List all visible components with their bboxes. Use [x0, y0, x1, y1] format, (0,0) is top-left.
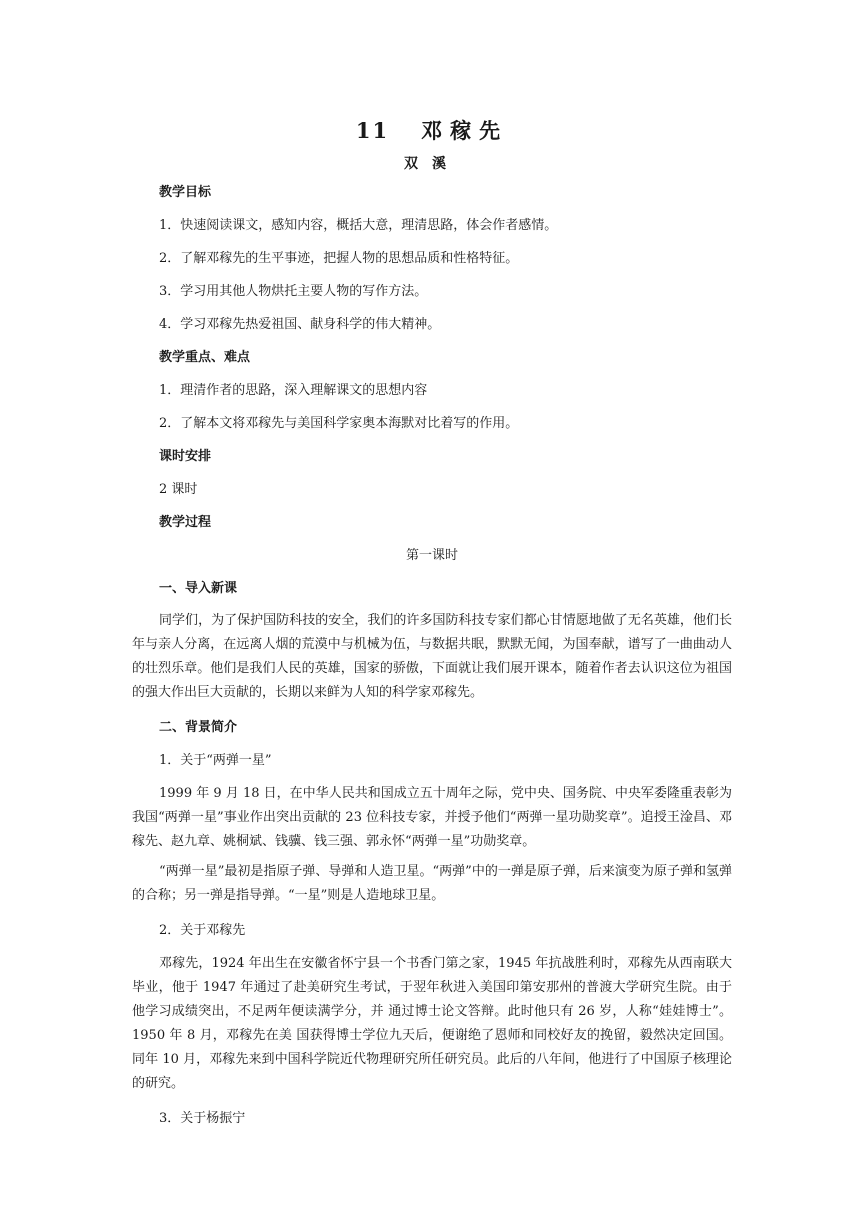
process-heading: 教学过程 [159, 515, 212, 530]
focus-item: 2．了解本文将邓稼先与美国科学家奥本海默对比着写的作用。 [159, 416, 519, 431]
background-subtitle: 1．关于“两弹一星” [159, 753, 272, 768]
focus-heading: 教学重点、难点 [159, 350, 251, 365]
author: 双溪 [404, 156, 460, 172]
goal-item: 2．了解邓稼先的生平事迹，把握人物的思想品质和性格特征。 [159, 251, 519, 266]
lesson-title [132, 114, 732, 148]
goal-item: 4．学习邓稼先热爱祖国、献身科学的伟大精神。 [159, 317, 441, 332]
background-subtitle: 2．关于邓稼先 [159, 923, 246, 938]
background-paragraph: 1999 年 9 月 18 日，在中华人民共和国成立五十周年之际，党中央、国务院、中央军委隆重表彰为我国“两弹一星”事业作出突出贡献的 23 位科技专家，并授予他们“两弹一星功勋奖章”。追授王淦昌、邓稼先、赵九章、姚桐斌、钱骥、钱三强、郭永怀“两弹一星”功勋奖章。 [132, 786, 732, 849]
schedule-value: 2 课时 [159, 482, 198, 497]
goals-heading: 教学目标 [159, 185, 212, 200]
document-body [132, 114, 732, 1136]
schedule-heading: 课时安排 [159, 449, 212, 464]
background-paragraph: 邓稼先，1924 年出生在安徽省怀宁县一个书香门第之家，1945 年抗战胜利时，邓稼先从西南联大毕业，他于 1947 年通过了赴美研究生考试，于翌年秋进入美国印第安那州的普渡大学研究生院。由于他学习成绩突出，不足两年便读满学分，并 通过博士论文答辩。此时他只有 26 岁，人称“娃娃博士”。1950 年 8 月，邓稼先在美 国获得博士学位九天后，便谢绝了恩师和同校好友的挽留，毅然决定回国。同年 10 月，邓稼先来到中国科学院近代物理研究所任研究员。此后的八年间，他进行了中国原子核理论的研究。 [132, 956, 732, 1091]
goal-item: 1．快速阅读课文，感知内容，概括大意，理清思路，体会作者感情。 [159, 218, 558, 233]
lesson-name: 邓稼先 [421, 118, 509, 143]
goal-item: 3．学习用其他人物烘托主要人物的写作方法。 [159, 284, 428, 299]
background-paragraph: “两弹一星”最初是指原子弹、导弹和人造卫星。“两弹”中的一弹是原子弹，后来演变为原子弹和氢弹的合称；另一弹是指导弹。“一星”则是人造地球卫星。 [132, 864, 732, 903]
focus-item: 1．理清作者的思路，深入理解课文的思想内容 [159, 383, 428, 398]
background-heading: 二、背景简介 [159, 720, 238, 735]
background-subtitle: 3．关于杨振宁 [159, 1111, 246, 1126]
intro-heading: 一、导入新课 [159, 581, 238, 596]
lesson-number: 11 [355, 118, 390, 143]
lesson-period-label: 第一课时 [405, 548, 458, 563]
intro-paragraph: 同学们，为了保护国防科技的安全，我们的许多国防科技专家们都心甘情愿地做了无名英雄，他们长年与亲人分离，在远离人烟的荒漠中与机械为伍，与数据共眠，默默无闻，为国奉献，谱写了一曲曲动人的壮烈乐章。他们是我们人民的英雄，国家的骄傲，下面就让我们展开课本，随着作者去认识这位为祖国的强大作出巨大贡献的，长期以来鲜为人知的科学家邓稼先。 [132, 613, 732, 700]
